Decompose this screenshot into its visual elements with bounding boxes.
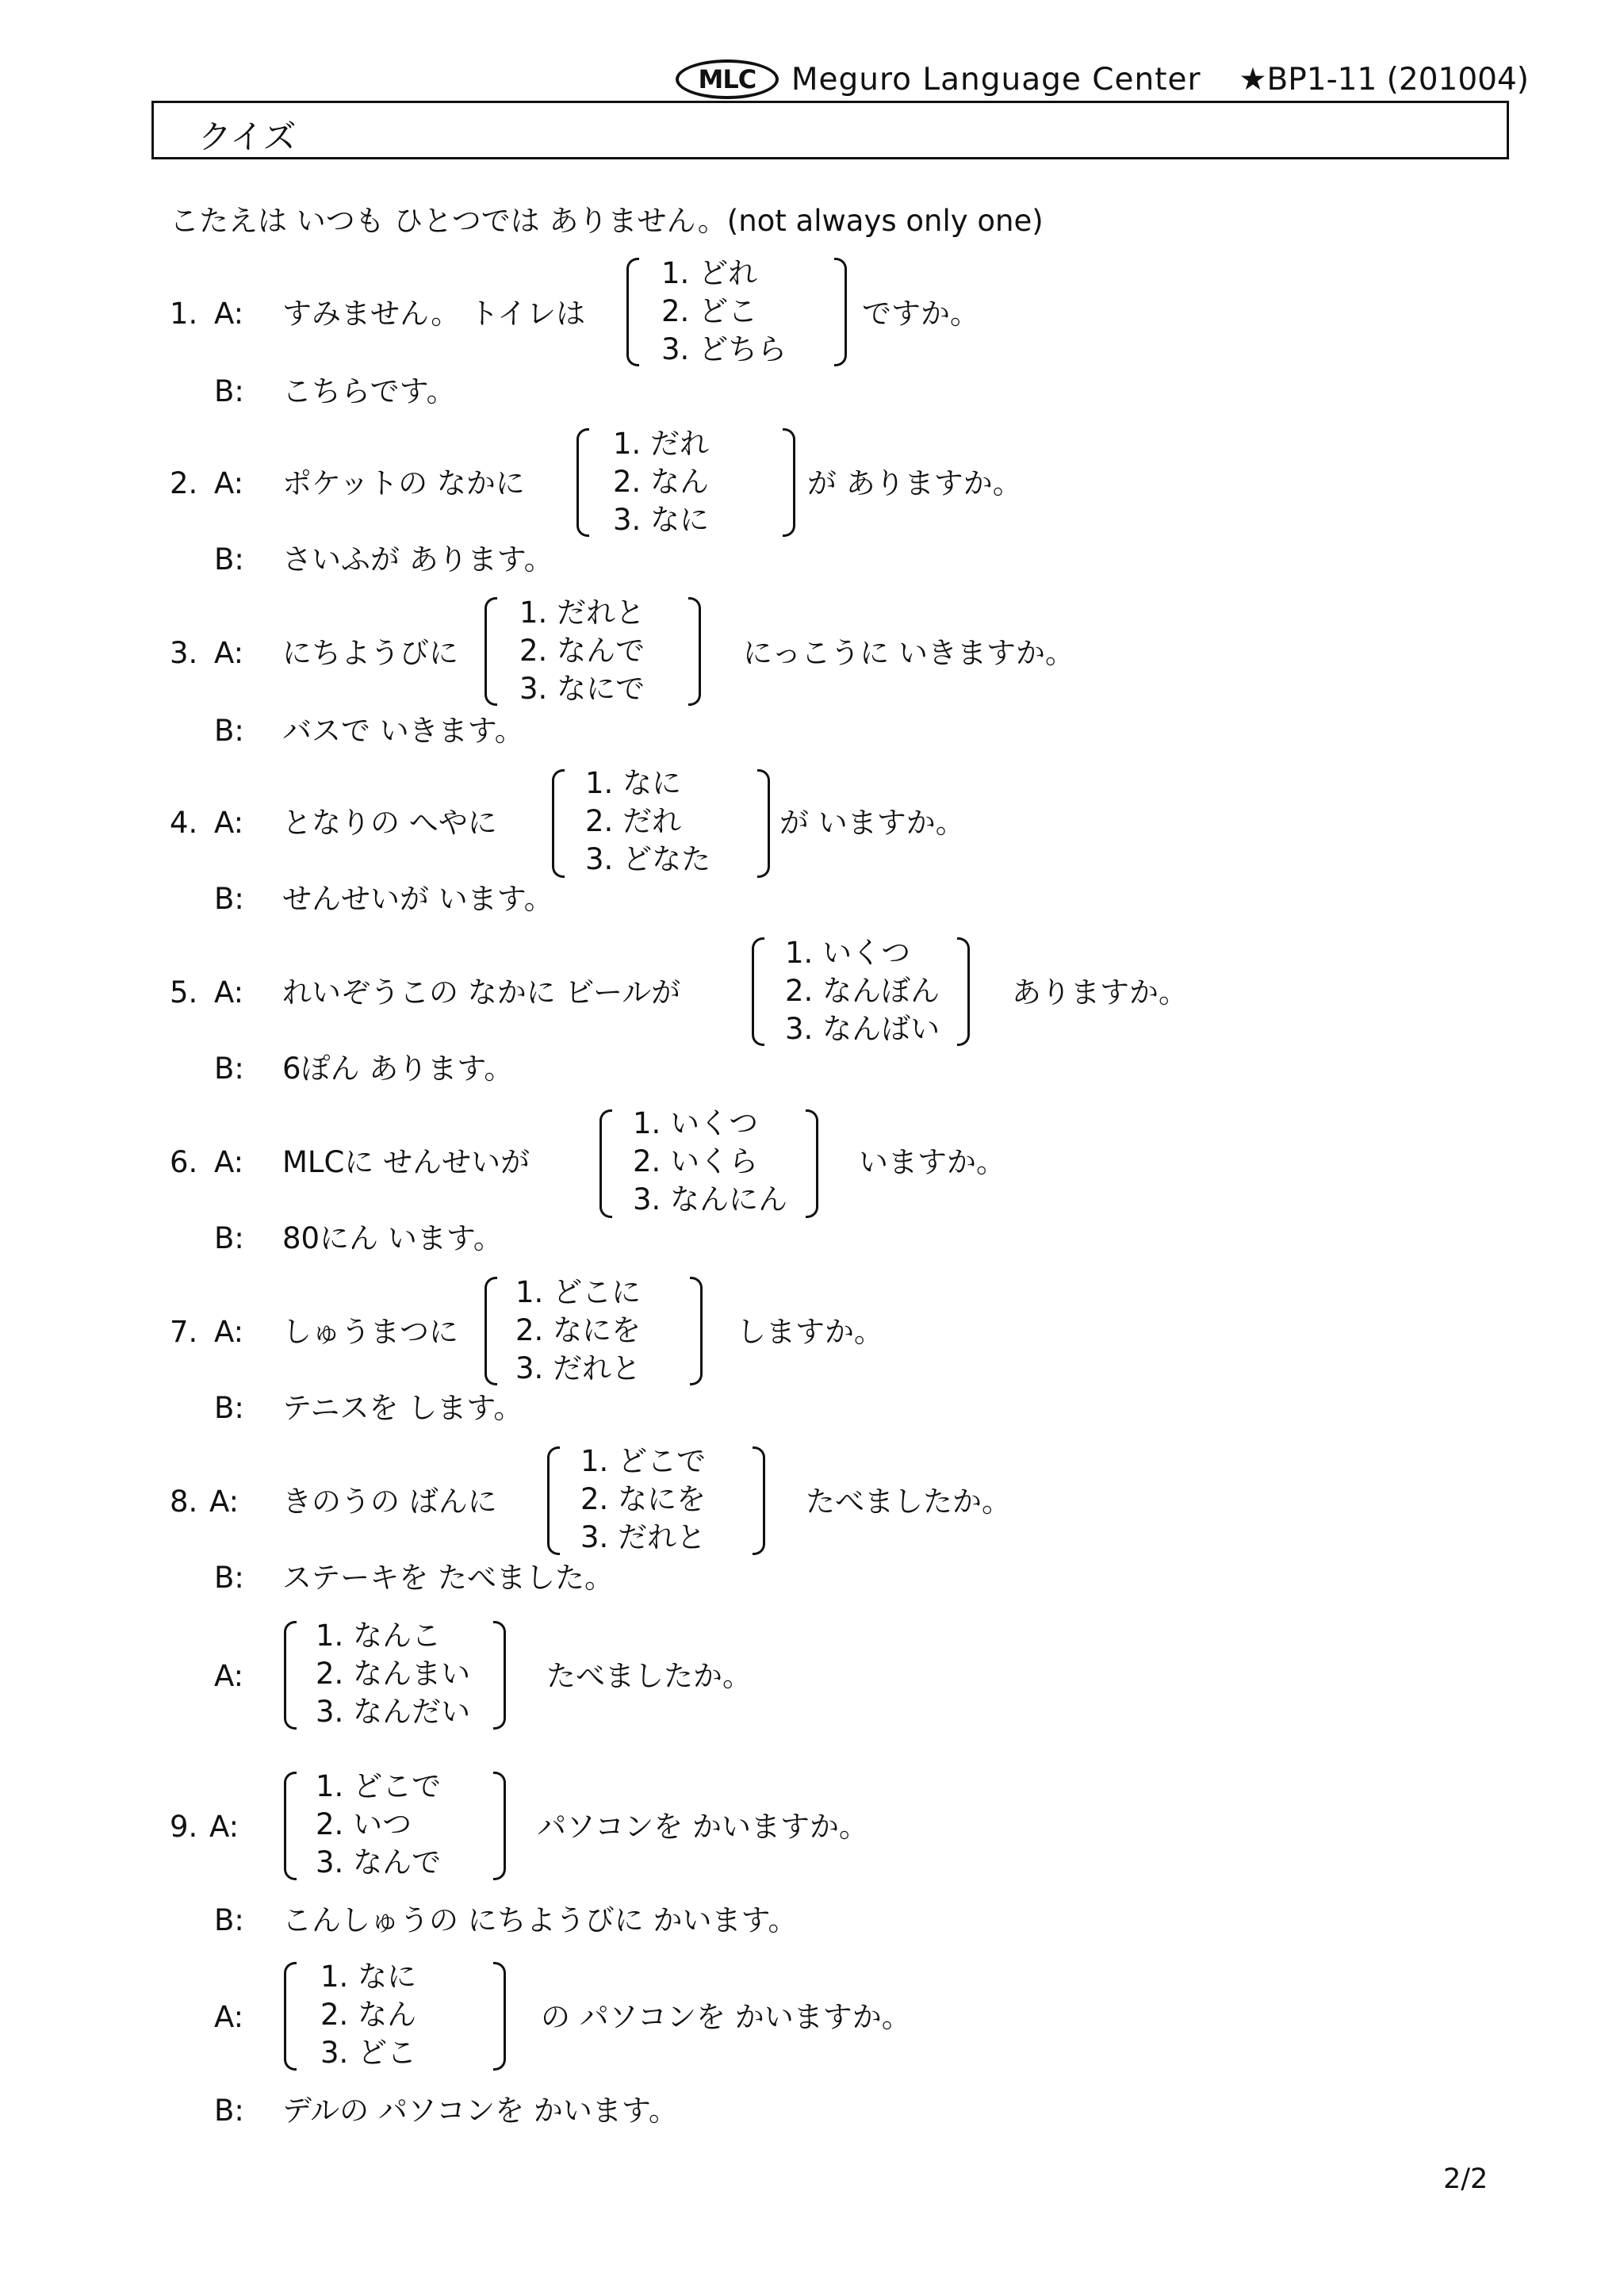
q8-followup-bracket-left	[284, 1621, 297, 1730]
q3-bracket-right	[688, 597, 701, 706]
q5-bracket-left	[752, 937, 764, 1046]
q4-speaker-a: A:	[214, 806, 244, 840]
q6-options	[633, 1105, 787, 1219]
q7-option-2[interactable]: 2. なにを	[515, 1313, 642, 1347]
q6-option-3[interactable]: 3. なんにん	[633, 1182, 788, 1216]
q3-number: 3.	[170, 636, 198, 670]
q6-number: 6.	[170, 1145, 198, 1179]
q1-bracket-left	[626, 258, 639, 366]
q8-answer: ステーキを たべました。	[282, 1561, 615, 1595]
q2-suffix: が ありますか。	[807, 466, 1022, 500]
q2-speaker-b: B:	[214, 542, 244, 577]
q8-bracket-left	[547, 1446, 560, 1555]
q9-followup-bracket-left	[284, 1962, 297, 2071]
q2-bracket-left	[576, 428, 589, 537]
q9-option-2[interactable]: 2. いつ	[316, 1807, 412, 1841]
q6-answer: 80にん います。	[282, 1221, 503, 1255]
q3-prefix: にちようびに	[282, 636, 458, 670]
q3-option-2[interactable]: 2. なんで	[519, 634, 645, 668]
q3-answer: バスで いきます。	[282, 714, 524, 748]
q3-option-3[interactable]: 3. なにで	[519, 672, 645, 706]
q4-option-1[interactable]: 1. なに	[585, 766, 682, 800]
q2-option-1[interactable]: 1. だれ	[613, 427, 710, 461]
page-header	[676, 56, 1529, 103]
q1-prefix: すみません。 トイレは	[282, 297, 586, 331]
q4-prefix: となりの へやに	[282, 806, 497, 840]
document-code: ★BP1-11 (201004)	[1239, 61, 1529, 98]
q4-number: 4.	[170, 806, 198, 840]
q5-speaker-b: B:	[214, 1052, 244, 1086]
q3-suffix: にっこうに いきますか。	[743, 636, 1075, 670]
q3-speaker-b: B:	[214, 714, 244, 748]
q9-final-answer: デルの パソコンを かいます。	[282, 2094, 678, 2128]
q6-option-2[interactable]: 2. いくら	[633, 1144, 759, 1178]
q7-options	[515, 1274, 641, 1388]
q7-suffix: しますか。	[737, 1315, 883, 1349]
q9-suffix: パソコンを かいますか。	[537, 1810, 869, 1844]
q1-speaker-b: B:	[214, 374, 244, 408]
q8-followup-bracket-right	[493, 1621, 506, 1730]
q1-number: 1.	[170, 297, 198, 331]
q9-speaker-a: A:	[209, 1810, 239, 1844]
q4-answer: せんせいが います。	[282, 882, 553, 916]
q4-options	[585, 764, 710, 879]
q8-followup-speaker-a: A:	[214, 1659, 244, 1693]
q9-speaker-b: B:	[214, 1903, 244, 1937]
q9-followup-speaker-a: A:	[214, 2000, 244, 2034]
q1-option-1[interactable]: 1. どれ	[661, 256, 758, 290]
q5-answer: 6ぽん あります。	[282, 1052, 514, 1086]
page-title: クイズ	[198, 117, 297, 156]
organization-name: Meguro Language Center	[791, 61, 1201, 98]
q2-option-2[interactable]: 2. なん	[613, 465, 710, 499]
q7-option-3[interactable]: 3. だれと	[515, 1351, 642, 1385]
q2-speaker-a: A:	[214, 466, 244, 500]
q9-final-speaker-b: B:	[214, 2094, 244, 2128]
q5-speaker-a: A:	[214, 975, 244, 1010]
q3-bracket-left	[485, 597, 497, 706]
q8-followup-option-1[interactable]: 1. なんこ	[316, 1619, 442, 1653]
q8-speaker-b: B:	[214, 1561, 244, 1595]
q9-bracket-left	[284, 1772, 297, 1880]
q9-followup-options	[320, 1958, 416, 2072]
q3-option-1[interactable]: 1. だれと	[519, 596, 645, 630]
q5-prefix: れいぞうこの なかに ビールが	[282, 975, 681, 1010]
q8-option-1[interactable]: 1. どこで	[580, 1444, 707, 1478]
q8-followup-option-2[interactable]: 2. なんまい	[316, 1657, 471, 1691]
q4-bracket-right	[757, 769, 770, 878]
q6-prefix: MLCに せんせいが	[282, 1145, 530, 1179]
q8-suffix: たべましたか。	[806, 1485, 1011, 1519]
q1-answer: こちらです。	[282, 374, 456, 408]
q7-number: 7.	[170, 1315, 198, 1349]
q4-suffix: が いますか。	[779, 806, 965, 840]
q5-option-2[interactable]: 2. なんぼん	[785, 974, 940, 1008]
q5-options	[785, 934, 940, 1048]
q7-answer: テニスを します。	[282, 1391, 523, 1425]
q4-option-2[interactable]: 2. だれ	[585, 804, 682, 838]
q9-followup-suffix: の パソコンを かいますか。	[541, 2000, 911, 2034]
q9-followup-option-3[interactable]: 3. どこ	[320, 2036, 417, 2070]
q2-options	[613, 425, 709, 539]
q3-options	[519, 594, 645, 708]
q6-bracket-right	[806, 1109, 818, 1218]
q7-option-1[interactable]: 1. どこに	[515, 1275, 642, 1309]
q8-number: 8.	[170, 1485, 198, 1519]
q8-options	[580, 1443, 706, 1557]
q6-speaker-a: A:	[214, 1145, 244, 1179]
q9-followup-option-1[interactable]: 1. なに	[320, 1960, 417, 1994]
q1-option-2[interactable]: 2. どこ	[661, 294, 758, 328]
q8-option-2[interactable]: 2. なにを	[580, 1482, 707, 1516]
q9-answer: こんしゅうの にちようびに かいます。	[282, 1903, 798, 1937]
q7-bracket-left	[485, 1277, 497, 1385]
instructions: こたえは いつも ひとつでは ありません。(not always only one)	[170, 204, 1044, 238]
title-box	[151, 101, 1509, 159]
mlc-logo: MLC	[676, 59, 779, 99]
q9-number: 9.	[170, 1810, 198, 1844]
q6-speaker-b: B:	[214, 1221, 244, 1255]
q6-option-1[interactable]: 1. いくつ	[633, 1106, 759, 1140]
q9-followup-option-2[interactable]: 2. なん	[320, 1998, 417, 2032]
q1-option-3[interactable]: 3. どちら	[661, 332, 787, 366]
q9-followup-bracket-right	[493, 1962, 506, 2071]
q8-followup-options	[316, 1617, 470, 1731]
q8-followup-option-3[interactable]: 3. なんだい	[316, 1695, 471, 1729]
page-number: 2/2	[1443, 2163, 1488, 2195]
q5-option-3[interactable]: 3. なんばい	[785, 1012, 940, 1046]
q2-number: 2.	[170, 466, 198, 500]
q7-prefix: しゅうまつに	[282, 1315, 458, 1349]
q5-bracket-right	[957, 937, 970, 1046]
q1-speaker-a: A:	[214, 297, 244, 331]
q8-bracket-right	[753, 1446, 765, 1555]
q9-option-3[interactable]: 3. なんで	[316, 1845, 442, 1879]
q2-prefix: ポケットの なかに	[282, 466, 525, 500]
q2-answer: さいふが あります。	[282, 542, 553, 577]
q6-suffix: いますか。	[859, 1145, 1005, 1179]
q5-option-1[interactable]: 1. いくつ	[785, 936, 911, 970]
q1-options	[661, 255, 787, 369]
q4-bracket-left	[552, 769, 565, 878]
q1-suffix: ですか。	[862, 297, 979, 331]
q3-speaker-a: A:	[214, 636, 244, 670]
q7-bracket-right	[690, 1277, 703, 1385]
q5-suffix: ありますか。	[1012, 975, 1188, 1010]
q8-speaker-a: A:	[209, 1485, 239, 1519]
q4-speaker-b: B:	[214, 882, 244, 916]
q8-followup-suffix: たべましたか。	[546, 1659, 752, 1693]
q9-options	[316, 1768, 441, 1882]
q1-bracket-right	[834, 258, 847, 366]
q6-bracket-left	[599, 1109, 612, 1218]
q8-option-3[interactable]: 3. だれと	[580, 1520, 707, 1554]
q5-number: 5.	[170, 975, 198, 1010]
q7-speaker-b: B:	[214, 1391, 244, 1425]
q7-speaker-a: A:	[214, 1315, 244, 1349]
q9-option-1[interactable]: 1. どこで	[316, 1769, 442, 1803]
q2-option-3[interactable]: 3. なに	[613, 503, 710, 537]
q2-bracket-right	[783, 428, 795, 537]
q9-bracket-right	[493, 1772, 506, 1880]
q8-prefix: きのうの ばんに	[282, 1485, 497, 1519]
q4-option-3[interactable]: 3. どなた	[585, 842, 711, 876]
